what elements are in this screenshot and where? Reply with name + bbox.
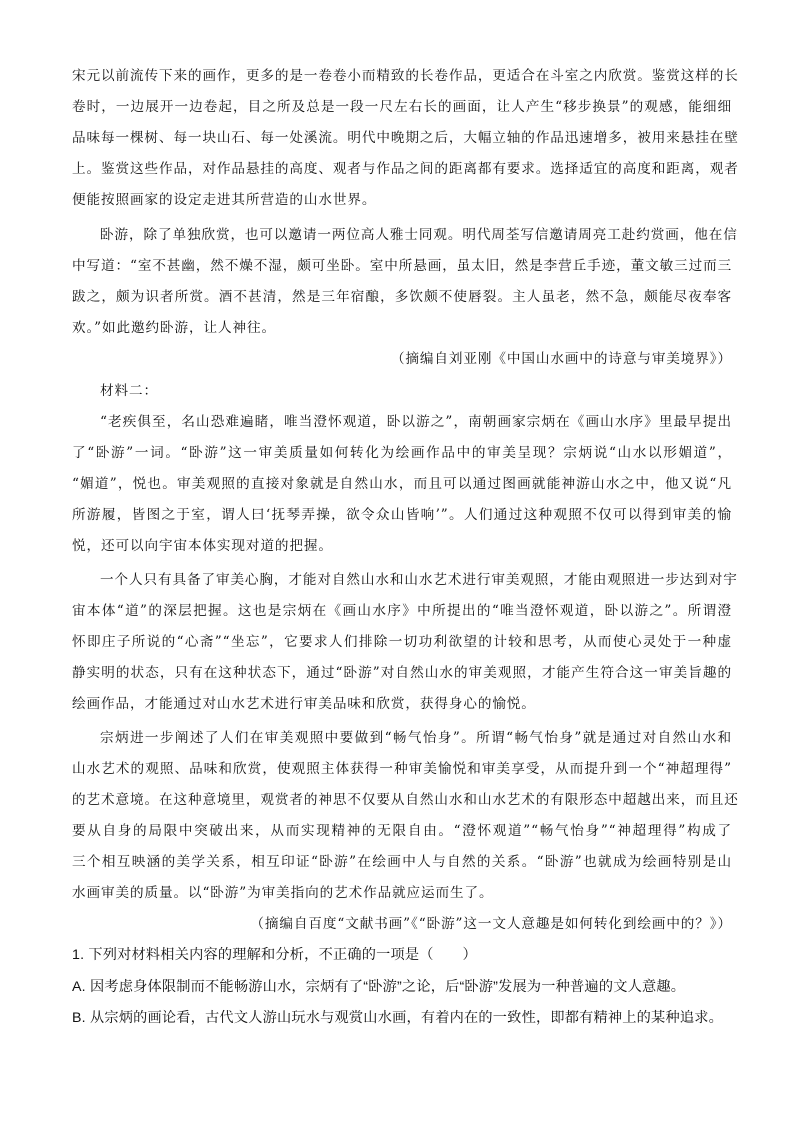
text-line: 欢。”如此邀约卧游，让人神往。: [72, 320, 276, 336]
question-stem: 1. 下列对材料相关内容的理解和分析，不正确的一项是（ ）: [72, 947, 477, 963]
text-line: 要从自身的局限中突破出来，从而实现精神的无限自由。“澄怀观道”“畅气怡身”“神超理得”构成了: [72, 823, 732, 839]
text-line: 便能按照画家的设定走进其所营造的山水世界。: [72, 192, 377, 208]
text-line: 卷时，一边展开一边卷起，目之所及总是一段一尺左右长的画面，让人产生“移步换景”的观感，能细细: [72, 99, 732, 115]
text-line: 的艺术意境。在这种意境里，观赏者的神思不仅要从自然山水和山水艺术的有限形态中超越出来，而且还: [72, 792, 739, 808]
text-line: 静实明的状态，只有在这种状态下，通过“卧游”对自然山水的审美观照，才能产生符合这一审美旨趣的: [72, 665, 732, 681]
text-line: 三个相互映涵的美学关系，相互印证“卧游”在绘画中人与自然的关系。“卧游”也就成为绘画特别是山: [72, 854, 732, 870]
source-citation: （摘编自刘亚刚《中国山水画中的诗意与审美境界》）: [390, 351, 732, 367]
text-line: 宋元以前流传下来的画作，更多的是一卷卷小而精致的长卷作品，更适合在斗室之内欣赏。鉴赏这样的长: [72, 68, 739, 84]
text-line: 怀即庄子所说的“心斋”“坐忘”，它要求人们排除一切功利欲望的计较和思考，从而使心灵处于一种虚: [72, 634, 732, 650]
option-b[interactable]: B. 从宗炳的画论看，古代文人游山玩水与观赏山水画，有着内在的一致性，即都有精神上的某种追求。: [72, 1010, 723, 1026]
text-line: 卧游，除了单独欣赏，也可以邀请一两位高人雅士同观。明代周荃写信邀请周亮工赴约赏画，他在信: [100, 227, 738, 243]
source-citation: （摘编自百度“文献书画”《“卧游”这一文人意趣是如何转化到绘画中的？》）: [250, 916, 732, 932]
text-line: 跋之，颇为识者所赏。酒不甚清，然是三年宿酿，多饮颇不使唇裂。主人虽老，然不急，颇能尽夜奉客: [72, 289, 732, 305]
text-line: 水画审美的质量。以“卧游”为审美指向的艺术作品就应运而生了。: [72, 885, 494, 901]
text-line: 宗炳进一步阐述了人们在审美观照中要做到“畅气怡身”。所谓“畅气怡身”就是通过对自然山水和: [100, 730, 732, 746]
text-line: 品味每一棵树、每一块山石、每一处溪流。明代中晚期之后，大幅立轴的作品迅速增多，被用来悬挂在壁: [72, 130, 739, 146]
text-line: 绘画作品，才能通过对山水艺术进行审美品味和欣赏，获得身心的愉悦。: [72, 696, 536, 712]
text-line: “媚道”，悦也。审美观照的直接对象就是自然山水，而且可以通过图画就能神游山水之中，他又说“凡: [72, 476, 732, 492]
option-a[interactable]: A. 因考虑身体限制而不能畅游山水，宗炳有了“卧游”之论，后“卧游”发展为一种普遍的文人意趣。: [72, 979, 686, 995]
text-line: 悦，还可以向宇宙本体实现对道的把握。: [72, 538, 333, 554]
text-line: 上。鉴赏这些作品，对作品悬挂的高度、观者与作品之间的距离都有要求。选择适宜的高度和距离，观者: [72, 161, 739, 177]
text-line: 一个人只有具备了审美心胸，才能对自然山水和山水艺术进行审美观照，才能由观照进一步达到对宇: [100, 572, 738, 588]
text-line: “老疾俱至，名山恐难遍睹，唯当澄怀观道，卧以游之”，南朝画家宗炳在《画山水序》里最早提出: [100, 414, 732, 430]
section-heading: 材料二：: [100, 383, 158, 399]
text-line: 所游履，皆图之于室，谓人曰‘抚琴弄操，欲令众山皆响’”。人们通过这种观照不仅可以得到审美的愉: [72, 507, 732, 523]
text-line: 中写道：“室不甚幽，然不燥不湿，颇可坐卧。室中所悬画，虽太旧，然是李营丘手迹，董文敏三过而三: [72, 258, 733, 274]
text-line: 山水艺术的观照、品味和欣赏，使观照主体获得一种审美愉悦和审美享受，从而提升到一个“神超理得”: [72, 761, 732, 777]
text-line: 了“卧游”一词。“卧游”这一审美质量如何转化为绘画作品中的审美呈现？宗炳说“山水以形媚道”，: [72, 445, 732, 461]
text-line: 宙本体“道”的深层把握。这也是宗炳在《画山水序》中所提出的“唯当澄怀观道，卧以游之”。所谓澄: [72, 603, 732, 619]
